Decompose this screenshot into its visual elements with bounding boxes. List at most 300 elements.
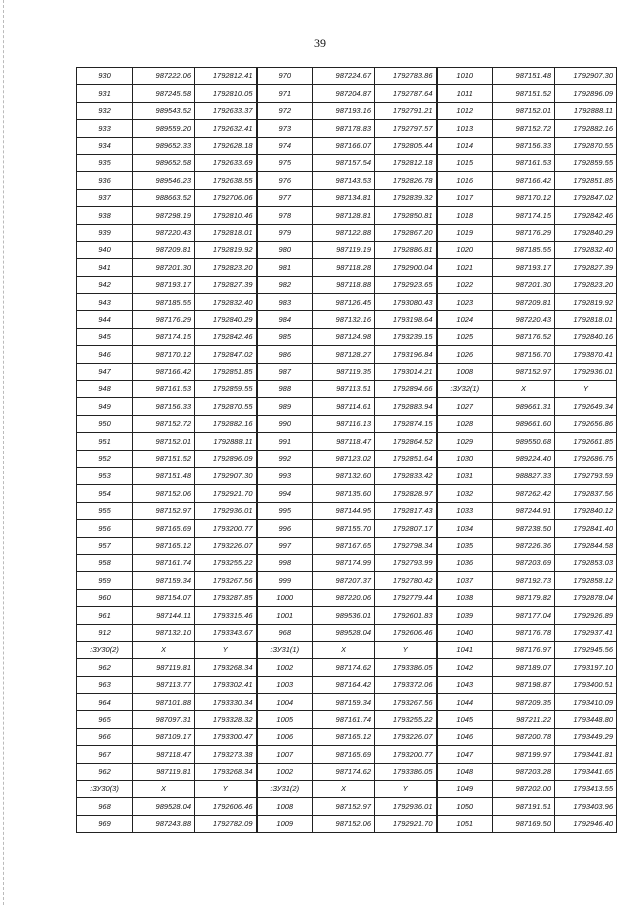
table-row bbox=[77, 676, 617, 693]
x-cell: 989661.31 bbox=[493, 398, 555, 415]
point-number-cell: 946 bbox=[77, 346, 133, 363]
x-cell: 987226.36 bbox=[493, 537, 555, 554]
x-cell: 987245.58 bbox=[133, 85, 195, 102]
y-cell: 1792823.20 bbox=[555, 276, 617, 293]
table-row bbox=[77, 415, 617, 432]
y-cell: 1793441.81 bbox=[555, 746, 617, 763]
y-cell: 1792859.55 bbox=[555, 154, 617, 171]
table-row bbox=[77, 433, 617, 450]
x-cell: 987122.88 bbox=[313, 224, 375, 241]
point-number-cell: 972 bbox=[257, 102, 313, 119]
x-cell: 987174.15 bbox=[133, 328, 195, 345]
y-cell: 1793226.07 bbox=[195, 537, 257, 554]
y-cell: Y bbox=[195, 641, 257, 658]
x-cell: 987209.81 bbox=[493, 294, 555, 311]
y-cell: 1792886.81 bbox=[375, 241, 437, 258]
point-number-cell: 936 bbox=[77, 172, 133, 189]
y-cell: 1792858.12 bbox=[555, 572, 617, 589]
point-number-cell: 938 bbox=[77, 207, 133, 224]
y-cell: 1792946.40 bbox=[555, 815, 617, 832]
point-number-cell: 987 bbox=[257, 363, 313, 380]
x-cell: 987165.69 bbox=[133, 520, 195, 537]
point-number-cell: 954 bbox=[77, 485, 133, 502]
y-cell: 1793386.05 bbox=[375, 763, 437, 780]
point-number-cell: 986 bbox=[257, 346, 313, 363]
point-number-cell: 1038 bbox=[437, 589, 493, 606]
table-row bbox=[77, 763, 617, 780]
y-cell: 1792842.46 bbox=[195, 328, 257, 345]
x-cell: 987202.00 bbox=[493, 781, 555, 798]
x-cell: 987157.54 bbox=[313, 154, 375, 171]
y-cell: 1792779.44 bbox=[375, 589, 437, 606]
point-number-cell: 967 bbox=[77, 746, 133, 763]
y-cell: 1792633.37 bbox=[195, 102, 257, 119]
point-number-cell: 982 bbox=[257, 276, 313, 293]
point-number-cell: 1034 bbox=[437, 520, 493, 537]
x-cell: 987156.33 bbox=[133, 398, 195, 415]
x-cell: 987152.97 bbox=[493, 363, 555, 380]
table-row bbox=[77, 294, 617, 311]
y-cell: 1792826.78 bbox=[375, 172, 437, 189]
table-row bbox=[77, 85, 617, 102]
y-cell: 1792661.85 bbox=[555, 433, 617, 450]
y-cell: 1792798.34 bbox=[375, 537, 437, 554]
x-cell: 987164.42 bbox=[313, 676, 375, 693]
point-number-cell: 948 bbox=[77, 381, 133, 398]
y-cell: 1792783.86 bbox=[375, 68, 437, 85]
x-cell: 987238.50 bbox=[493, 520, 555, 537]
y-cell: 1793080.43 bbox=[375, 294, 437, 311]
point-number-cell: 983 bbox=[257, 294, 313, 311]
y-cell: 1793386.05 bbox=[375, 659, 437, 676]
x-cell: 987209.35 bbox=[493, 694, 555, 711]
y-cell: 1793315.46 bbox=[195, 607, 257, 624]
x-cell: 987193.16 bbox=[313, 102, 375, 119]
y-cell: 1792864.52 bbox=[375, 433, 437, 450]
point-number-cell: 989 bbox=[257, 398, 313, 415]
x-cell: 987176.78 bbox=[493, 624, 555, 641]
point-number-cell: 996 bbox=[257, 520, 313, 537]
x-cell: 987165.12 bbox=[133, 537, 195, 554]
point-number-cell: 1008 bbox=[437, 363, 493, 380]
x-cell: 987178.83 bbox=[313, 120, 375, 137]
x-cell: 987161.53 bbox=[133, 381, 195, 398]
point-number-cell: 944 bbox=[77, 311, 133, 328]
x-cell: 987177.04 bbox=[493, 607, 555, 624]
y-cell: 1793255.22 bbox=[375, 711, 437, 728]
point-number-cell: 1019 bbox=[437, 224, 493, 241]
point-number-cell: 1008 bbox=[257, 798, 313, 815]
x-cell: 989224.40 bbox=[493, 450, 555, 467]
y-cell: 1793198.64 bbox=[375, 311, 437, 328]
x-cell: 989536.01 bbox=[313, 607, 375, 624]
x-cell: 987200.78 bbox=[493, 728, 555, 745]
y-cell: 1793343.67 bbox=[195, 624, 257, 641]
point-number-cell: 1014 bbox=[437, 137, 493, 154]
point-number-cell: 1035 bbox=[437, 537, 493, 554]
y-cell: 1792851.64 bbox=[375, 450, 437, 467]
table-row bbox=[77, 68, 617, 85]
x-cell: 987220.06 bbox=[313, 589, 375, 606]
x-cell: 987156.33 bbox=[493, 137, 555, 154]
point-number-cell: 1004 bbox=[257, 694, 313, 711]
coordinates-table bbox=[76, 67, 617, 833]
x-cell: 987174.99 bbox=[313, 554, 375, 571]
y-cell: 1792782.09 bbox=[195, 815, 257, 832]
point-number-cell: 992 bbox=[257, 450, 313, 467]
point-number-cell: 941 bbox=[77, 259, 133, 276]
point-number-cell: 1043 bbox=[437, 676, 493, 693]
x-cell: 989550.68 bbox=[493, 433, 555, 450]
point-number-cell: 991 bbox=[257, 433, 313, 450]
y-cell: 1792840.29 bbox=[555, 224, 617, 241]
x-cell: 987152.72 bbox=[133, 415, 195, 432]
table-row bbox=[77, 346, 617, 363]
x-cell: X bbox=[313, 781, 375, 798]
x-cell: 987118.28 bbox=[313, 259, 375, 276]
x-cell: 987159.34 bbox=[313, 694, 375, 711]
x-cell: 987243.88 bbox=[133, 815, 195, 832]
x-cell: 987176.97 bbox=[493, 641, 555, 658]
x-cell: 987128.27 bbox=[313, 346, 375, 363]
point-number-cell: 1005 bbox=[257, 711, 313, 728]
x-cell: 987154.07 bbox=[133, 589, 195, 606]
point-number-cell: 1051 bbox=[437, 815, 493, 832]
table-row bbox=[77, 607, 617, 624]
y-cell: Y bbox=[375, 781, 437, 798]
y-cell: 1792818.01 bbox=[195, 224, 257, 241]
y-cell: 1792827.39 bbox=[555, 259, 617, 276]
point-number-cell: 1017 bbox=[437, 189, 493, 206]
y-cell: 1792847.02 bbox=[555, 189, 617, 206]
point-number-cell: 1027 bbox=[437, 398, 493, 415]
y-cell: 1793268.34 bbox=[195, 763, 257, 780]
table-row bbox=[77, 572, 617, 589]
y-cell: 1792833.42 bbox=[375, 467, 437, 484]
y-cell: 1793268.34 bbox=[195, 659, 257, 676]
x-cell: 987220.43 bbox=[493, 311, 555, 328]
y-cell: 1793197.10 bbox=[555, 659, 617, 676]
point-number-cell: 953 bbox=[77, 467, 133, 484]
table-row bbox=[77, 137, 617, 154]
x-cell: 987165.12 bbox=[313, 728, 375, 745]
point-number-cell: 1039 bbox=[437, 607, 493, 624]
y-cell: 1792601.83 bbox=[375, 607, 437, 624]
x-cell: 987174.15 bbox=[493, 207, 555, 224]
x-cell: 987119.81 bbox=[133, 659, 195, 676]
x-cell: 987211.22 bbox=[493, 711, 555, 728]
y-cell: 1793226.07 bbox=[375, 728, 437, 745]
point-number-cell: 993 bbox=[257, 467, 313, 484]
table-row bbox=[77, 520, 617, 537]
table-row bbox=[77, 154, 617, 171]
point-number-cell: 1012 bbox=[437, 102, 493, 119]
plot-label-cell: :ЗУ32(1) bbox=[437, 381, 493, 398]
point-number-cell: 959 bbox=[77, 572, 133, 589]
x-cell: 987126.45 bbox=[313, 294, 375, 311]
y-cell: 1792606.46 bbox=[195, 798, 257, 815]
x-cell: 987220.43 bbox=[133, 224, 195, 241]
y-cell: 1792926.89 bbox=[555, 607, 617, 624]
y-cell: 1792921.70 bbox=[195, 485, 257, 502]
x-cell: 987244.91 bbox=[493, 502, 555, 519]
y-cell: 1792828.97 bbox=[375, 485, 437, 502]
point-number-cell: 974 bbox=[257, 137, 313, 154]
point-number-cell: 963 bbox=[77, 676, 133, 693]
y-cell: 1793287.85 bbox=[195, 589, 257, 606]
point-number-cell: 932 bbox=[77, 102, 133, 119]
x-cell: 987203.69 bbox=[493, 554, 555, 571]
y-cell: 1793200.77 bbox=[375, 746, 437, 763]
x-cell: 987144.11 bbox=[133, 607, 195, 624]
point-number-cell: 951 bbox=[77, 433, 133, 450]
x-cell: 987192.73 bbox=[493, 572, 555, 589]
point-number-cell: 1037 bbox=[437, 572, 493, 589]
y-cell: 1792839.32 bbox=[375, 189, 437, 206]
y-cell: 1793448.80 bbox=[555, 711, 617, 728]
y-cell: 1792787.64 bbox=[375, 85, 437, 102]
table-row bbox=[77, 241, 617, 258]
x-cell: 987170.12 bbox=[133, 346, 195, 363]
point-number-cell: 1033 bbox=[437, 502, 493, 519]
table-row bbox=[77, 381, 617, 398]
point-number-cell: 1006 bbox=[257, 728, 313, 745]
y-cell: 1793300.47 bbox=[195, 728, 257, 745]
table-row bbox=[77, 311, 617, 328]
point-number-cell: 968 bbox=[257, 624, 313, 641]
y-cell: 1793449.29 bbox=[555, 728, 617, 745]
table-row bbox=[77, 624, 617, 641]
y-cell: 1792633.69 bbox=[195, 154, 257, 171]
point-number-cell: 978 bbox=[257, 207, 313, 224]
point-number-cell: 964 bbox=[77, 694, 133, 711]
y-cell: 1792818.01 bbox=[555, 311, 617, 328]
table-row bbox=[77, 781, 617, 798]
x-cell: 987114.61 bbox=[313, 398, 375, 415]
y-cell: 1793372.06 bbox=[375, 676, 437, 693]
point-number-cell: 997 bbox=[257, 537, 313, 554]
y-cell: 1792812.41 bbox=[195, 68, 257, 85]
point-number-cell: 973 bbox=[257, 120, 313, 137]
point-number-cell: 1025 bbox=[437, 328, 493, 345]
point-number-cell: 968 bbox=[77, 798, 133, 815]
y-cell: 1792819.92 bbox=[555, 294, 617, 311]
x-cell: 987134.81 bbox=[313, 189, 375, 206]
point-number-cell: 995 bbox=[257, 502, 313, 519]
point-number-cell: 1002 bbox=[257, 763, 313, 780]
y-cell: 1792823.20 bbox=[195, 259, 257, 276]
x-cell: 989652.33 bbox=[133, 137, 195, 154]
table-row bbox=[77, 189, 617, 206]
x-cell: 987118.47 bbox=[313, 433, 375, 450]
point-number-cell: 943 bbox=[77, 294, 133, 311]
point-number-cell: 1046 bbox=[437, 728, 493, 745]
point-number-cell: 1023 bbox=[437, 294, 493, 311]
point-number-cell: 1024 bbox=[437, 311, 493, 328]
x-cell: 989528.04 bbox=[133, 798, 195, 815]
point-number-cell: 1016 bbox=[437, 172, 493, 189]
table-row bbox=[77, 659, 617, 676]
y-cell: 1792882.16 bbox=[555, 120, 617, 137]
y-cell: 1793273.38 bbox=[195, 746, 257, 763]
x-cell: X bbox=[133, 641, 195, 658]
x-cell: 987152.72 bbox=[493, 120, 555, 137]
x-cell: 987169.50 bbox=[493, 815, 555, 832]
table-row bbox=[77, 363, 617, 380]
x-cell: 988663.52 bbox=[133, 189, 195, 206]
y-cell: 1792810.05 bbox=[195, 85, 257, 102]
point-number-cell: 976 bbox=[257, 172, 313, 189]
y-cell: 1792706.06 bbox=[195, 189, 257, 206]
table-row bbox=[77, 798, 617, 815]
y-cell: 1793328.32 bbox=[195, 711, 257, 728]
point-number-cell: 1002 bbox=[257, 659, 313, 676]
table-row bbox=[77, 641, 617, 658]
y-cell: 1793239.15 bbox=[375, 328, 437, 345]
table-row bbox=[77, 589, 617, 606]
point-number-cell: 950 bbox=[77, 415, 133, 432]
point-number-cell: 1009 bbox=[257, 815, 313, 832]
x-cell: 987176.52 bbox=[493, 328, 555, 345]
point-number-cell: 990 bbox=[257, 415, 313, 432]
y-cell: 1792896.09 bbox=[555, 85, 617, 102]
point-number-cell: 945 bbox=[77, 328, 133, 345]
y-cell: 1792847.02 bbox=[195, 346, 257, 363]
x-cell: 989661.60 bbox=[493, 415, 555, 432]
point-number-cell: 988 bbox=[257, 381, 313, 398]
point-number-cell: 1015 bbox=[437, 154, 493, 171]
binding-edge bbox=[0, 0, 4, 905]
point-number-cell: 939 bbox=[77, 224, 133, 241]
x-cell: 987119.35 bbox=[313, 363, 375, 380]
x-cell: 987152.97 bbox=[313, 798, 375, 815]
y-cell: 1792840.29 bbox=[195, 311, 257, 328]
y-cell: 1792793.59 bbox=[555, 467, 617, 484]
table-row bbox=[77, 102, 617, 119]
table-row bbox=[77, 746, 617, 763]
x-cell: 987152.97 bbox=[133, 502, 195, 519]
y-cell: 1792851.85 bbox=[555, 172, 617, 189]
x-cell: 987151.48 bbox=[493, 68, 555, 85]
x-cell: 987116.13 bbox=[313, 415, 375, 432]
table-row bbox=[77, 120, 617, 137]
point-number-cell: 1049 bbox=[437, 781, 493, 798]
y-cell: 1792882.16 bbox=[195, 415, 257, 432]
table-row bbox=[77, 502, 617, 519]
y-cell: 1792819.92 bbox=[195, 241, 257, 258]
point-number-cell: 949 bbox=[77, 398, 133, 415]
point-number-cell: 957 bbox=[77, 537, 133, 554]
x-cell: 987166.07 bbox=[313, 137, 375, 154]
point-number-cell: 956 bbox=[77, 520, 133, 537]
y-cell: 1792656.86 bbox=[555, 415, 617, 432]
table-row bbox=[77, 485, 617, 502]
x-cell: 988827.33 bbox=[493, 467, 555, 484]
point-number-cell: 934 bbox=[77, 137, 133, 154]
y-cell: 1792638.55 bbox=[195, 172, 257, 189]
y-cell: 1793870.41 bbox=[555, 346, 617, 363]
point-number-cell: 940 bbox=[77, 241, 133, 258]
y-cell: 1792649.34 bbox=[555, 398, 617, 415]
y-cell: 1792937.41 bbox=[555, 624, 617, 641]
point-number-cell: 1010 bbox=[437, 68, 493, 85]
point-number-cell: 952 bbox=[77, 450, 133, 467]
point-number-cell: 961 bbox=[77, 607, 133, 624]
y-cell: Y bbox=[195, 781, 257, 798]
point-number-cell: 981 bbox=[257, 259, 313, 276]
point-number-cell: 960 bbox=[77, 589, 133, 606]
point-number-cell: 977 bbox=[257, 189, 313, 206]
x-cell: 987201.30 bbox=[493, 276, 555, 293]
point-number-cell: 971 bbox=[257, 85, 313, 102]
x-cell: 987161.74 bbox=[313, 711, 375, 728]
point-number-cell: 931 bbox=[77, 85, 133, 102]
y-cell: 1792850.81 bbox=[375, 207, 437, 224]
x-cell: 987185.55 bbox=[493, 241, 555, 258]
x-cell: 987135.60 bbox=[313, 485, 375, 502]
point-number-cell: 1042 bbox=[437, 659, 493, 676]
table-row bbox=[77, 259, 617, 276]
x-cell: 987174.62 bbox=[313, 763, 375, 780]
x-cell: 987224.67 bbox=[313, 68, 375, 85]
x-cell: 987176.29 bbox=[133, 311, 195, 328]
x-cell: 987159.34 bbox=[133, 572, 195, 589]
y-cell: 1792859.55 bbox=[195, 381, 257, 398]
y-cell: 1792686.75 bbox=[555, 450, 617, 467]
y-cell: 1793413.55 bbox=[555, 781, 617, 798]
y-cell: Y bbox=[555, 381, 617, 398]
y-cell: 1793255.22 bbox=[195, 554, 257, 571]
point-number-cell: 975 bbox=[257, 154, 313, 171]
plot-label-cell: :ЗУ31(2) bbox=[257, 781, 313, 798]
point-number-cell: 955 bbox=[77, 502, 133, 519]
point-number-cell: 999 bbox=[257, 572, 313, 589]
point-number-cell: 1007 bbox=[257, 746, 313, 763]
plot-label-cell: :ЗУ31(1) bbox=[257, 641, 313, 658]
x-cell: 987199.97 bbox=[493, 746, 555, 763]
x-cell: 987167.65 bbox=[313, 537, 375, 554]
x-cell: 989559.20 bbox=[133, 120, 195, 137]
point-number-cell: 1013 bbox=[437, 120, 493, 137]
x-cell: 987204.87 bbox=[313, 85, 375, 102]
x-cell: 987097.31 bbox=[133, 711, 195, 728]
x-cell: 987152.06 bbox=[313, 815, 375, 832]
x-cell: X bbox=[493, 381, 555, 398]
y-cell: 1792840.12 bbox=[555, 502, 617, 519]
x-cell: 987132.10 bbox=[133, 624, 195, 641]
point-number-cell: 966 bbox=[77, 728, 133, 745]
point-number-cell: 984 bbox=[257, 311, 313, 328]
point-number-cell: 1021 bbox=[437, 259, 493, 276]
table-row bbox=[77, 815, 617, 832]
point-number-cell: 1003 bbox=[257, 676, 313, 693]
y-cell: 1793410.09 bbox=[555, 694, 617, 711]
y-cell: 1792894.66 bbox=[375, 381, 437, 398]
point-number-cell: 1030 bbox=[437, 450, 493, 467]
y-cell: 1793196.84 bbox=[375, 346, 437, 363]
table-row bbox=[77, 711, 617, 728]
point-number-cell: 980 bbox=[257, 241, 313, 258]
point-number-cell: 947 bbox=[77, 363, 133, 380]
point-number-cell: 1045 bbox=[437, 711, 493, 728]
x-cell: 987155.70 bbox=[313, 520, 375, 537]
x-cell: 987161.53 bbox=[493, 154, 555, 171]
point-number-cell: 970 bbox=[257, 68, 313, 85]
x-cell: 987118.47 bbox=[133, 746, 195, 763]
point-number-cell: 1044 bbox=[437, 694, 493, 711]
y-cell: 1792888.11 bbox=[195, 433, 257, 450]
y-cell: 1792921.70 bbox=[375, 815, 437, 832]
